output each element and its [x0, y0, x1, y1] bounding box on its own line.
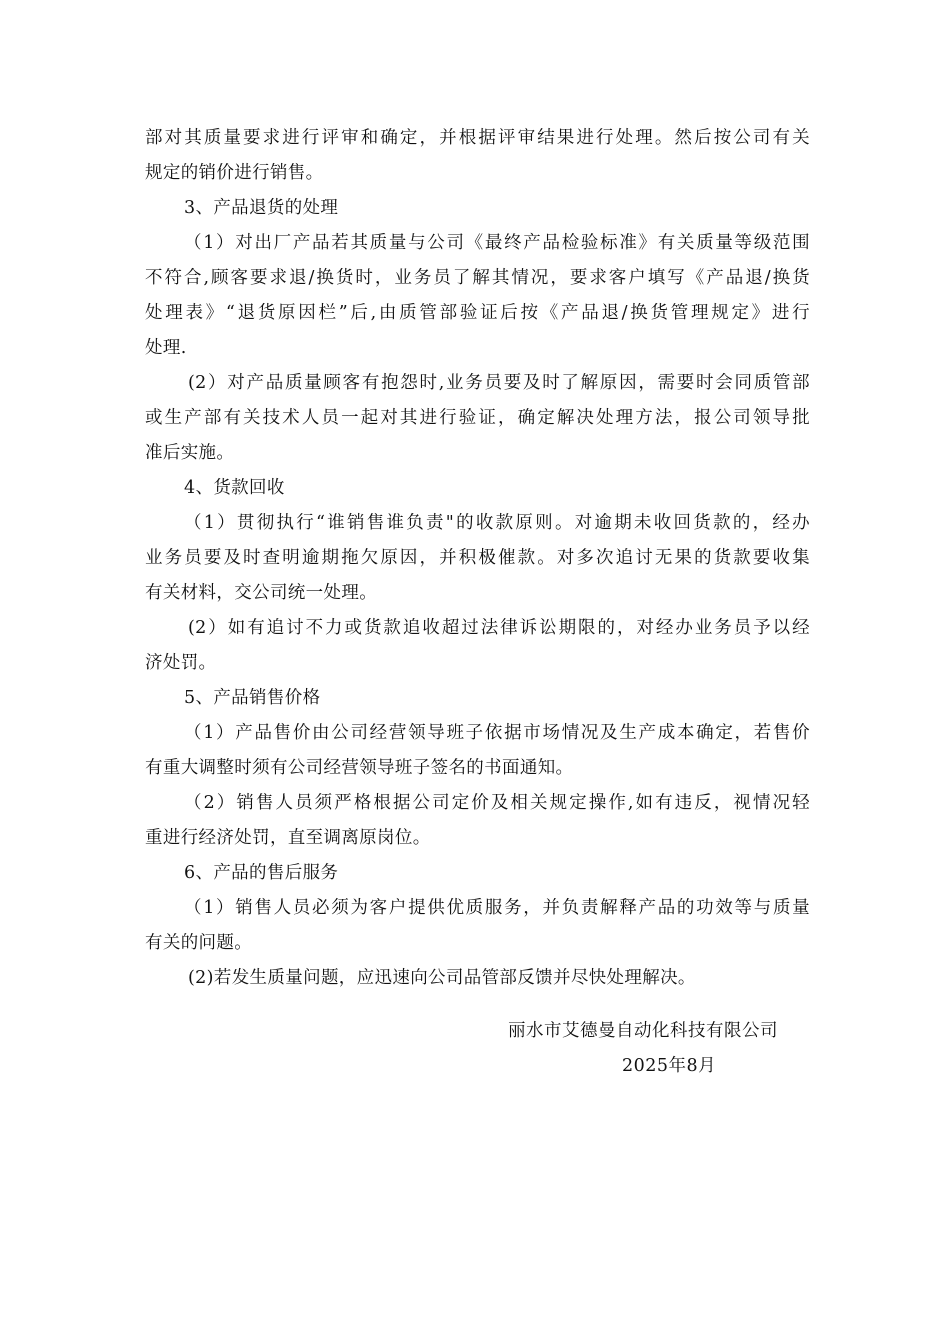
paragraph-line: 不符合,顾客要求退/换货时，业务员了解其情况，要求客户填写《产品退/换货 — [145, 268, 810, 288]
section-heading-payment: 4、货款回收 — [184, 478, 285, 498]
paragraph-line: 重进行经济处罚，直至调离原岗位。 — [145, 828, 431, 848]
paragraph-line: 部对其质量要求进行评审和确定，并根据评审结果进行处理。然后按公司有关 — [145, 128, 810, 148]
paragraph-line: 处理表》“退货原因栏”后,由质管部验证后按《产品退/换货管理规定》进行 — [145, 303, 810, 323]
section-heading-after-sales: 6、产品的售后服务 — [184, 863, 339, 883]
paragraph-line: 济处罚。 — [145, 653, 217, 673]
paragraph-line: （1）对出厂产品若其质量与公司《最终产品检验标准》有关质量等级范围 — [184, 233, 810, 253]
paragraph-line: (2）如有追讨不力或货款追收超过法律诉讼期限的，对经办业务员予以经 — [188, 618, 810, 638]
paragraph-line: 准后实施。 — [145, 443, 235, 463]
company-signature: 丽水市艾德曼自动化科技有限公司 — [508, 1021, 778, 1041]
paragraph-line: 有关的问题。 — [145, 933, 253, 953]
paragraph-line: (2)若发生质量问题，应迅速向公司品管部反馈并尽快处理解决。 — [188, 968, 696, 988]
paragraph-line: （2）销售人员须严格根据公司定价及相关规定操作,如有违反，视情况轻 — [184, 793, 810, 813]
paragraph-line: 有重大调整时须有公司经营领导班子签名的书面通知。 — [145, 758, 574, 778]
paragraph-line: （1）贯彻执行“谁销售谁负责"的收款原则。对逾期未收回货款的，经办 — [184, 513, 810, 533]
section-heading-returns: 3、产品退货的处理 — [184, 198, 339, 218]
paragraph-line: (2）对产品质量顾客有抱怨时,业务员要及时了解原因，需要时会同质管部 — [188, 373, 810, 393]
section-heading-pricing: 5、产品销售价格 — [184, 688, 321, 708]
paragraph-line: 规定的销价进行销售。 — [145, 163, 324, 183]
paragraph-line: （1）销售人员必须为客户提供优质服务，并负责解释产品的功效等与质量 — [184, 898, 810, 918]
paragraph-line: （1）产品售价由公司经营领导班子依据市场情况及生产成本确定，若售价 — [184, 723, 810, 743]
signature-date: 2025年8月 — [622, 1056, 717, 1076]
paragraph-line: 有关材料，交公司统一处理。 — [145, 583, 378, 603]
paragraph-line: 业务员要及时查明逾期拖欠原因，并积极催款。对多次追讨无果的货款要收集 — [145, 548, 810, 568]
paragraph-line: 处理. — [145, 338, 187, 358]
paragraph-line: 或生产部有关技术人员一起对其进行验证，确定解决处理方法，报公司领导批 — [145, 408, 810, 428]
